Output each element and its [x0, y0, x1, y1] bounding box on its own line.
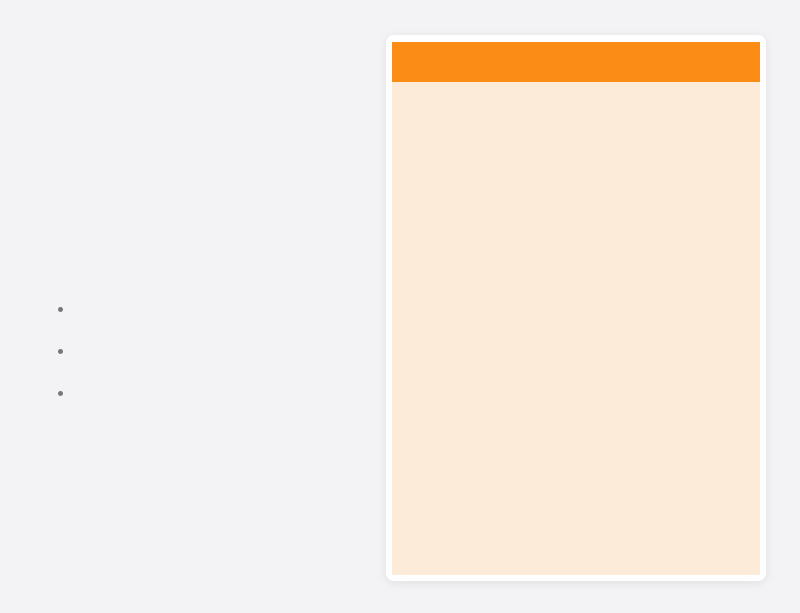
bullet-icon	[58, 391, 63, 396]
bullet-icon	[58, 307, 63, 312]
bullet-icon	[58, 349, 63, 354]
form-preview-card	[386, 35, 766, 581]
feature-item	[58, 288, 77, 330]
feature-item	[58, 330, 77, 372]
feature-item	[58, 372, 77, 414]
form-title	[392, 42, 760, 82]
feature-list	[58, 288, 77, 414]
expense-form	[392, 42, 760, 575]
